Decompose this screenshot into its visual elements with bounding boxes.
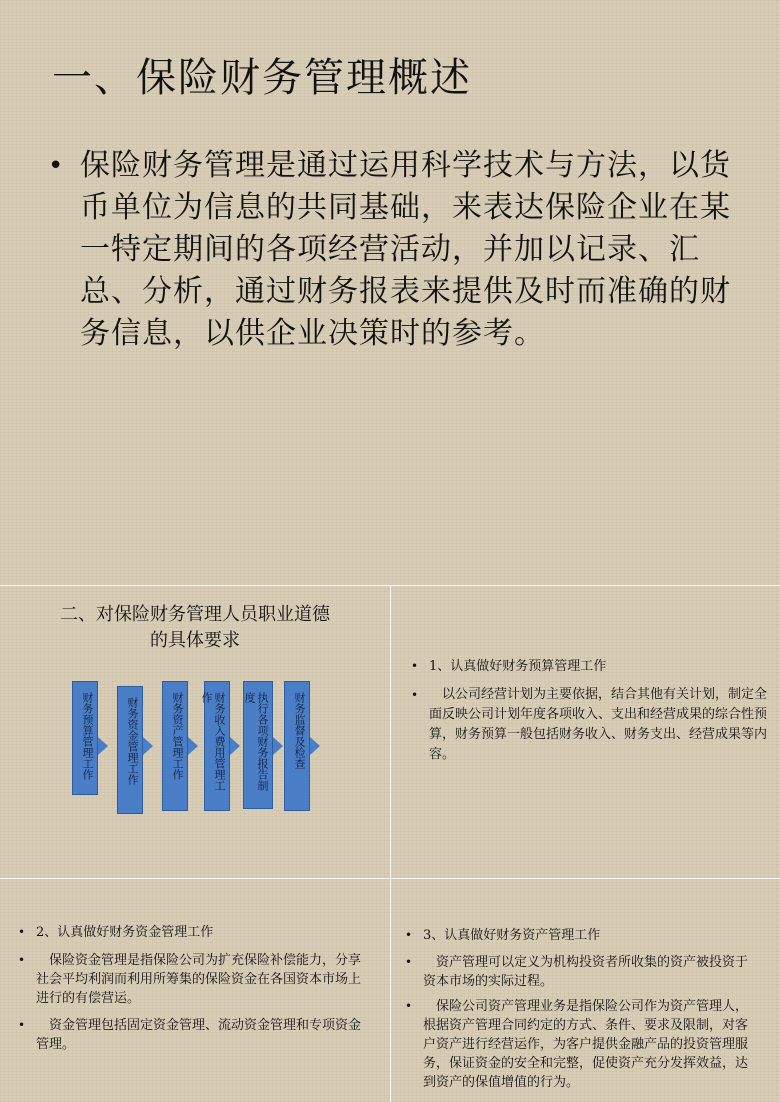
slide-asset-management xyxy=(391,879,780,1102)
bullet-text: 资金管理包括固定资金管理、流动资金管理和专项资金管理。 xyxy=(36,1018,362,1052)
bullet-item xyxy=(18,923,368,942)
bullet-item xyxy=(18,951,370,1008)
bullet-dot: • xyxy=(405,928,413,942)
bullet-dot: • xyxy=(411,688,419,702)
bullet-item xyxy=(405,997,757,1092)
bullet-item xyxy=(411,657,771,676)
flow-step-assets: 财务资产管理工作 xyxy=(162,681,188,811)
bullet-text: 保险公司资产管理业务是指保险公司作为资产管理人，根据资产管理合同约定的方式、条件、要求及限制，对客户资产进行经营运作，为客户提供金融产品的投资管理服务，保证资金的安全和完整，促使资产充分发挥效益，达到资产的保值增值的行为。 xyxy=(423,999,749,1090)
bullet-dot: • xyxy=(405,955,413,969)
bullet-dot: • xyxy=(18,1018,26,1032)
bullet-dot: • xyxy=(411,659,419,673)
flow-arrow xyxy=(143,737,153,755)
bullet-dot: • xyxy=(48,151,64,181)
bullet-text: 保险资金管理是指保险公司为扩充保险补偿能力，分享社会平均利润而利用所筹集的保险资金在各国资本市场上进行的有偿营运。 xyxy=(36,953,362,1006)
bullet-item xyxy=(48,145,738,355)
bullet-text: 以公司经营计划为主要依据，结合其他有关计划，制定全面反映公司计划年度各项收入、支出和经营成果的综合性预算，财务预算一般包括财务收入、财务支出、经营成果等内容。 xyxy=(429,687,768,762)
flow-step-funds: 财务资金管理工作 xyxy=(117,686,143,814)
bullet-item xyxy=(411,685,773,765)
slide-title: 一、保险财务管理概述 xyxy=(52,55,472,101)
bullet-heading: 3、认真做好财务资产管理工作 xyxy=(423,928,601,943)
bullet-dot: • xyxy=(18,925,26,939)
slide-funds-management xyxy=(0,879,390,1102)
flow-step-supervision: 财务监督及检查 xyxy=(284,681,310,811)
slide-title-line: 的具体要求 xyxy=(150,630,240,651)
bullet-text: 资产管理可以定义为机构投资者所收集的资产被投资于资本市场的实际过程。 xyxy=(423,955,749,989)
slide-title xyxy=(20,602,370,654)
slide-budget-management xyxy=(391,586,780,878)
bullet-heading: 2、认真做好财务资金管理工作 xyxy=(36,925,214,940)
bullet-heading: 1、认真做好财务预算管理工作 xyxy=(429,659,607,674)
slide-ethics-requirements xyxy=(0,586,390,878)
flow-arrow xyxy=(310,737,320,755)
flow-step-reporting: 执行各项财务报告制度 xyxy=(243,681,273,809)
flow-arrow xyxy=(230,737,240,755)
flow-arrow xyxy=(273,737,283,755)
bullet-item xyxy=(18,1016,370,1054)
flow-arrow xyxy=(188,737,198,755)
bullet-dot: • xyxy=(18,953,26,967)
flow-step-income-expense: 财务收入费用管理工作 xyxy=(204,681,230,811)
flow-arrow xyxy=(98,737,108,755)
slide-title-line: 二、对保险财务管理人员职业道德 xyxy=(60,604,330,625)
bullet-item xyxy=(405,953,757,991)
bullet-item xyxy=(405,926,755,945)
bullet-text: 保险财务管理是通过运用科学技术与方法，以货币单位为信息的共同基础，来表达保险企业在某一特定期间的各项经营活动，并加以记录、汇总、分析，通过财务报表来提供及时而准确的财务信息，以供企业决策时的参考。 xyxy=(80,148,731,351)
flow-step-budget: 财务预算管理工作 xyxy=(72,681,98,795)
bullet-dot: • xyxy=(405,999,413,1013)
